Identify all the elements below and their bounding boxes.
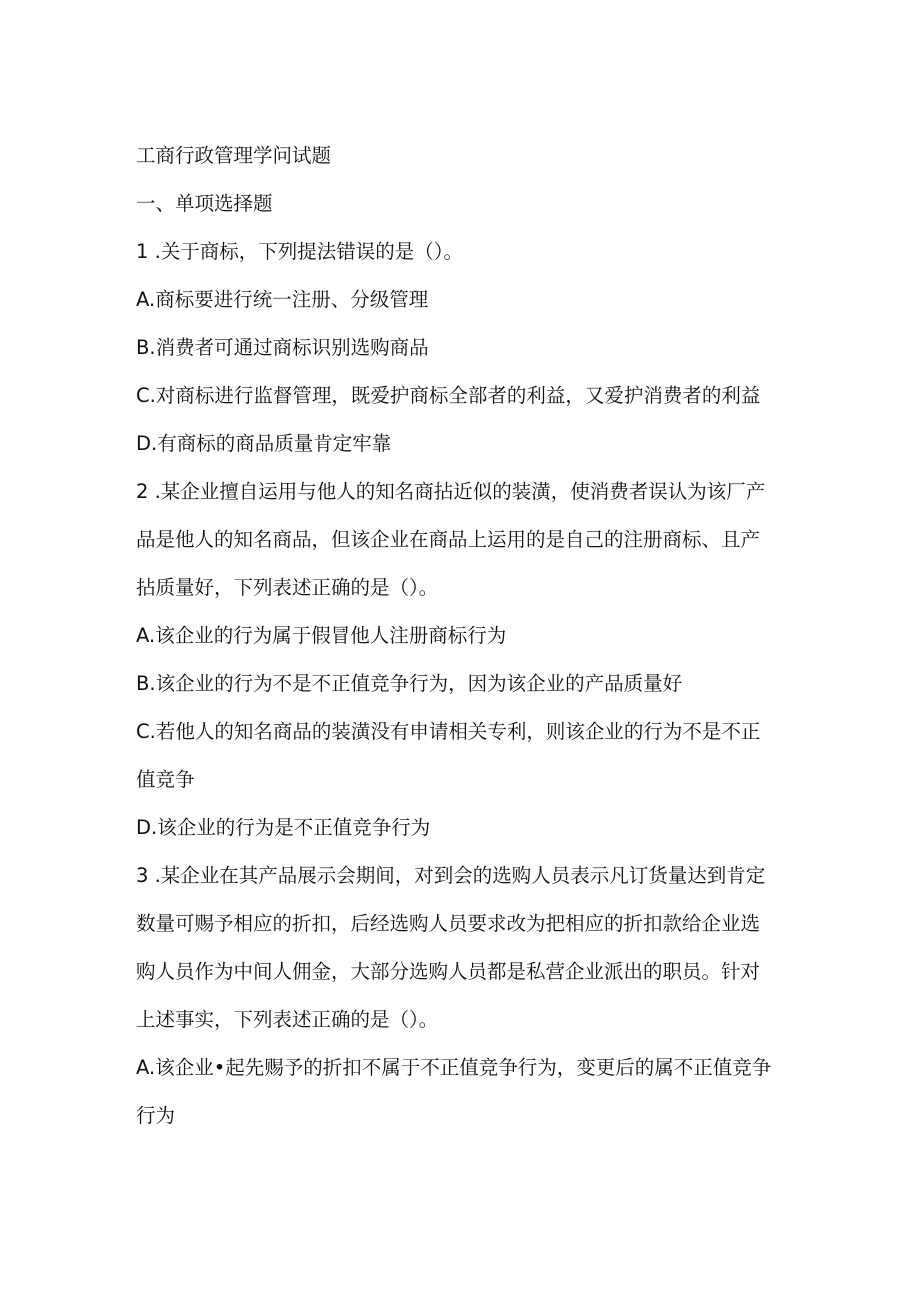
question-1-option-b: B.消费者可通过商标识别选购商品 <box>136 336 429 359</box>
section-heading: 一、单项选择题 <box>136 192 273 215</box>
question-2-line-2: 品是他人的知名商品，但该企业在商品上运用的是自己的注册商标、且产 <box>136 528 761 551</box>
question-2-option-c-line-1: C.若他人的知名商品的装潢没有申请相关专利，则该企业的行为不是不正 <box>136 720 761 743</box>
document-title: 工商行政管理学问试题 <box>136 144 332 167</box>
question-2-option-d: D.该企业的行为是不正值竞争行为 <box>136 816 431 839</box>
question-2-line-3: 拈质量好，下列表述正确的是（）。 <box>136 576 439 599</box>
question-3-option-a-line-1: A.该企业•起先赐予的折扣不属于不正值竞争行为，变更后的属不正值竞争 <box>136 1056 772 1079</box>
question-2-option-b: B.该企业的行为不是不正值竞争行为，因为该企业的产品质量好 <box>136 672 683 695</box>
question-1: 1 .关于商标，下列提法错误的是（）。 <box>136 240 464 263</box>
question-3-line-2: 数量可赐予相应的折扣，后经选购人员要求改为把相应的折扣款给企业选 <box>136 912 761 935</box>
question-3-line-1: 3 .某企业在其产品展示会期间，对到会的选购人员表示凡订货量达到肯定 <box>136 864 766 887</box>
question-1-option-a: A.商标要进行统一注册、分级管理 <box>136 288 429 311</box>
question-2-option-c-line-2: 值竞争 <box>136 768 195 791</box>
question-3-line-4: 上述事实，下列表述正确的是（）。 <box>136 1008 439 1031</box>
question-1-option-c: C.对商标进行监督管理，既爱护商标全部者的利益，又爱护消费者的利益 <box>136 384 761 407</box>
question-3-line-3: 购人员作为中间人佣金，大部分选购人员都是私营企业派出的职员。针对 <box>136 960 761 983</box>
question-2-line-1: 2 .某企业擅自运用与他人的知名商拈近似的装潢，使消费者误认为该厂产 <box>136 480 766 503</box>
question-1-option-d: D.有商标的商品质量肯定牢靠 <box>136 432 392 455</box>
question-3-option-a-line-2: 行为 <box>136 1104 176 1127</box>
question-2-option-a: A.该企业的行为属于假冒他人注册商标行为 <box>136 624 507 647</box>
